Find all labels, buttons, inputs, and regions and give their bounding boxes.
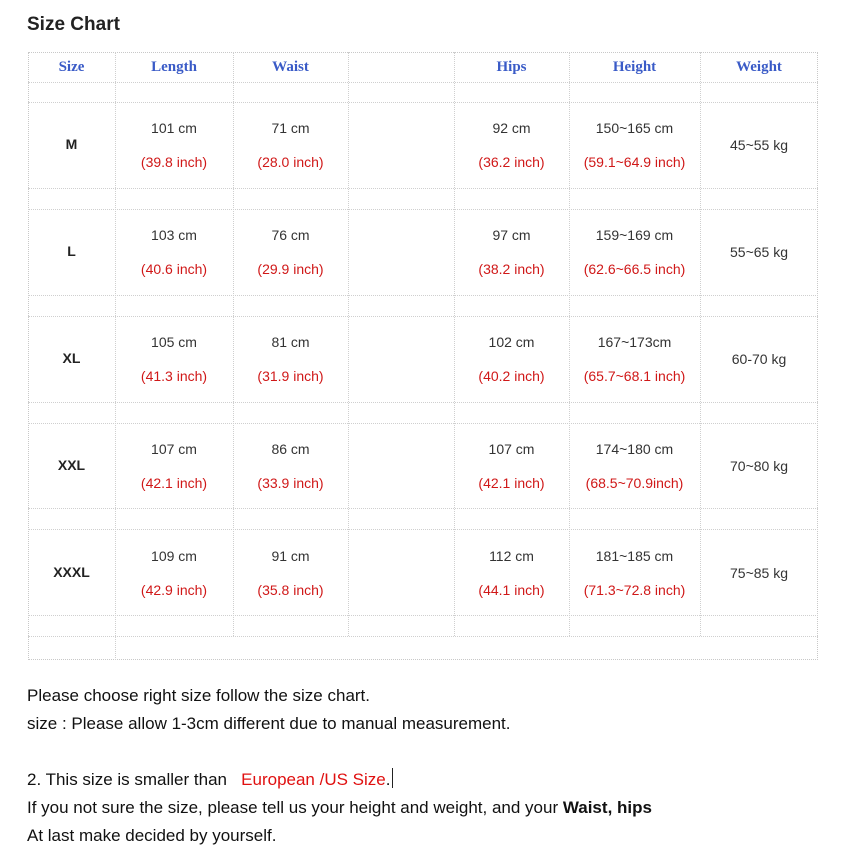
- row-divider: [28, 295, 818, 296]
- note-line-2: size : Please allow 1-3cm different due to manual measurement.: [27, 714, 511, 733]
- size-cell: L: [67, 243, 76, 259]
- hips-inch-cell: (40.2 inch): [478, 368, 545, 384]
- note-line-5: At last make decided by yourself.: [27, 826, 277, 845]
- note-line-1: Please choose right size follow the size chart.: [27, 686, 371, 705]
- row-divider: [28, 402, 818, 403]
- length-inch-cell: (41.3 inch): [140, 368, 208, 384]
- hips-cm-cell: 97 cm: [492, 227, 531, 243]
- row-divider: [28, 82, 818, 83]
- hips-inch-cell: (42.1 inch): [478, 475, 545, 491]
- page-title: Size Chart: [27, 14, 120, 35]
- height-cm-cell: 159~169 cm: [595, 227, 674, 243]
- note-line-4-sep: ,: [607, 798, 613, 817]
- waist-cm-cell: 71 cm: [271, 120, 310, 136]
- note-line-4-bold-hips: hips: [617, 798, 652, 817]
- weight-cell: 60-70 kg: [731, 351, 787, 367]
- hips-cm-cell: 107 cm: [488, 441, 535, 457]
- waist-cm-cell: 76 cm: [271, 227, 310, 243]
- height-cm-cell: 181~185 cm: [595, 548, 674, 564]
- waist-inch-cell: (28.0 inch): [257, 154, 324, 170]
- weight-cell: 75~85 kg: [730, 565, 788, 581]
- hips-cm-cell: 92 cm: [492, 120, 531, 136]
- height-inch-cell: (68.5~70.9inch): [585, 475, 684, 491]
- note-line-3-highlight: European /US Size: [241, 770, 386, 789]
- waist-inch-cell: (29.9 inch): [257, 261, 324, 277]
- row-divider: [28, 615, 818, 616]
- row-divider: [28, 188, 818, 189]
- weight-cell: 45~55 kg: [730, 137, 788, 153]
- row-divider: [28, 316, 818, 317]
- row-divider: [28, 636, 818, 637]
- hips-cm-cell: 102 cm: [488, 334, 535, 350]
- length-cm-cell: 101 cm: [151, 120, 197, 136]
- height-inch-cell: (62.6~66.5 inch): [583, 261, 686, 277]
- size-cell: XL: [62, 350, 81, 366]
- waist-cm-cell: 91 cm: [271, 548, 310, 564]
- length-inch-cell: (42.1 inch): [140, 475, 208, 491]
- row-divider: [28, 529, 818, 530]
- hips-inch-cell: (44.1 inch): [478, 582, 545, 598]
- size-cell: XXXL: [53, 564, 90, 580]
- height-cm-cell: 167~173cm: [597, 334, 672, 350]
- hips-inch-cell: (38.2 inch): [478, 261, 545, 277]
- column-divider: [115, 52, 116, 660]
- length-inch-cell: (42.9 inch): [140, 582, 208, 598]
- header-waist: Waist: [272, 59, 309, 75]
- waist-inch-cell: (33.9 inch): [257, 475, 324, 491]
- header-weight: Weight: [736, 59, 782, 75]
- header-length: Length: [151, 59, 197, 75]
- size-cell: M: [65, 136, 78, 152]
- height-cm-cell: 174~180 cm: [595, 441, 674, 457]
- length-cm-cell: 107 cm: [151, 441, 197, 457]
- height-cm-cell: 150~165 cm: [595, 120, 674, 136]
- note-line-3: [27, 766, 827, 794]
- length-cm-cell: 103 cm: [151, 227, 197, 243]
- hips-cm-cell: 112 cm: [489, 548, 534, 564]
- waist-inch-cell: (35.8 inch): [257, 582, 324, 598]
- size-cell: XXL: [57, 457, 86, 473]
- note-line-4: [27, 794, 827, 822]
- weight-cell: 70~80 kg: [730, 458, 788, 474]
- hips-inch-cell: (36.2 inch): [478, 154, 545, 170]
- length-cm-cell: 105 cm: [151, 334, 197, 350]
- height-inch-cell: (65.7~68.1 inch): [583, 368, 686, 384]
- waist-cm-cell: 86 cm: [271, 441, 310, 457]
- note-line-4-bold-waist: Waist: [562, 798, 608, 817]
- row-divider: [28, 102, 818, 103]
- text-cursor: [392, 768, 393, 788]
- length-inch-cell: (39.8 inch): [140, 154, 208, 170]
- waist-cm-cell: 81 cm: [271, 334, 310, 350]
- size-chart-table: [28, 52, 818, 660]
- row-divider: [28, 423, 818, 424]
- length-cm-cell: 109 cm: [151, 548, 197, 564]
- header-size: Size: [58, 59, 85, 75]
- header-height: Height: [612, 59, 657, 75]
- note-line-4-prefix: If you not sure the size, please tell us your height and weight, and your: [27, 798, 559, 817]
- height-inch-cell: (59.1~64.9 inch): [583, 154, 686, 170]
- note-line-3-suffix: .: [385, 770, 391, 789]
- waist-inch-cell: (31.9 inch): [257, 368, 324, 384]
- note-line-3-prefix: 2. This size is smaller than: [27, 770, 227, 789]
- row-divider: [28, 209, 818, 210]
- row-divider: [28, 508, 818, 509]
- column-divider: [348, 52, 349, 636]
- weight-cell: 55~65 kg: [730, 244, 788, 260]
- header-hips: Hips: [496, 59, 527, 75]
- notes-section: [27, 682, 827, 850]
- length-inch-cell: (40.6 inch): [140, 261, 208, 277]
- height-inch-cell: (71.3~72.8 inch): [583, 582, 686, 598]
